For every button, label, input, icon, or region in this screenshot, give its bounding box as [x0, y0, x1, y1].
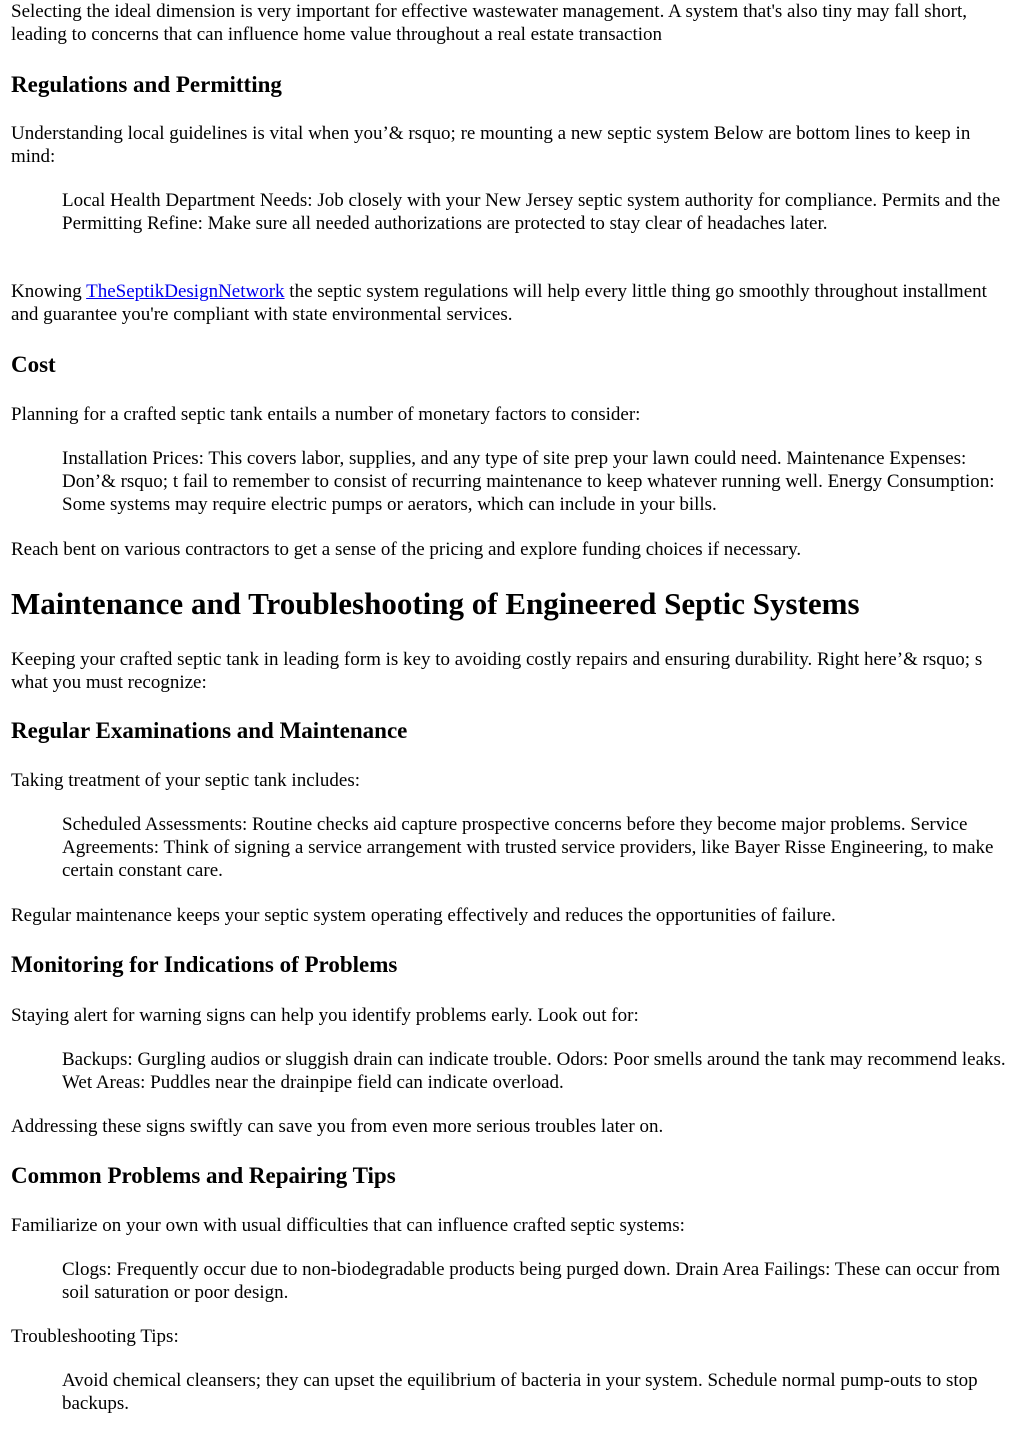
cost-paragraph: Planning for a crafted septic tank entails a number of monetary factors to consider: — [11, 404, 641, 425]
taking-paragraph: Taking treatment of your septic tank includes: — [11, 770, 361, 791]
knowing-paragraph — [11, 280, 1011, 326]
staying-paragraph: Staying alert for warning signs can help you identify problems early. Look out for: — [11, 1005, 639, 1026]
regulations-indented-block: Local Health Department Needs: Job closely with your New Jersey septic system authority for compliance. Permits and the Permitting Refine: Make sure all needed authorizations are protected to stay clear of headaches later. — [62, 190, 1001, 234]
troubleshooting-indented-block: Avoid chemical cleansers; they can upset the equilibrium of bacteria in your system. Schedule normal pump-outs to stop backups. — [62, 1370, 978, 1414]
septik-design-network-link[interactable]: TheSeptikDesignNetwork — [86, 281, 285, 302]
intro-paragraph: Selecting the ideal dimension is very important for effective wastewater management. A system that's also tiny may fall short, leading to concerns that can influence home value throughout a real estate transaction — [11, 1, 967, 45]
heading-regular-examinations: Regular Examinations and Maintenance — [11, 718, 408, 743]
heading-maintenance-troubleshooting: Maintenance and Troubleshooting of Engineered Septic Systems — [11, 586, 860, 621]
monitoring-indented-block: Backups: Gurgling audios or sluggish drain can indicate trouble. Odors: Poor smells around the tank may recommend leaks. Wet Areas: Puddles near the drainpipe field can indicate overload. — [62, 1049, 1006, 1093]
regular-indented-block: Scheduled Assessments: Routine checks aid capture prospective concerns before they become major problems. Service Agreements: Think of signing a service arrangement with trusted service providers, like Bayer Risse Engineering, to make certain constant care. — [62, 814, 994, 881]
familiarize-paragraph: Familiarize on your own with usual difficulties that can influence crafted septic systems: — [11, 1215, 685, 1236]
reach-paragraph: Reach bent on various contractors to get a sense of the pricing and explore funding choices if necessary. — [11, 539, 802, 560]
cost-indented-block: Installation Prices: This covers labor, supplies, and any type of site prep your lawn could need. Maintenance Expenses: Don’& rsquo; t fail to remember to consist of recurring maintenance to keep whatever running well. Energy Consumption: Some systems may require electric pumps or aerators, which can include in your bills. — [62, 448, 995, 515]
addressing-paragraph: Addressing these signs swiftly can save you from even more serious troubles later on. — [11, 1116, 664, 1137]
keeping-paragraph: Keeping your crafted septic tank in leading form is key to avoiding costly repairs and ensuring durability. Right here’& rsquo; s what you must recognize: — [11, 649, 983, 693]
heading-monitoring: Monitoring for Indications of Problems — [11, 952, 398, 977]
common-indented-block: Clogs: Frequently occur due to non-biodegradable products being purged down. Drain Area Failings: These can occur from soil saturation or poor design. — [62, 1259, 1000, 1303]
regular-keeps-paragraph: Regular maintenance keeps your septic system operating effectively and reduces the opportunities of failure. — [11, 905, 836, 926]
regulations-paragraph: Understanding local guidelines is vital when you’& rsquo; re mounting a new septic system Below are bottom lines to keep in mind: — [11, 123, 971, 167]
heading-regulations: Regulations and Permitting — [11, 72, 282, 97]
knowing-text-end: the septic system regulations will help every little thing go smoothly throughout installment and guarantee you're compliant with state environmental services. — [11, 281, 987, 325]
heading-cost: Cost — [11, 352, 56, 377]
knowing-text-start: Knowing — [11, 281, 87, 302]
troubleshooting-label: Troubleshooting Tips: — [11, 1326, 179, 1347]
heading-common-problems: Common Problems and Repairing Tips — [11, 1163, 396, 1188]
